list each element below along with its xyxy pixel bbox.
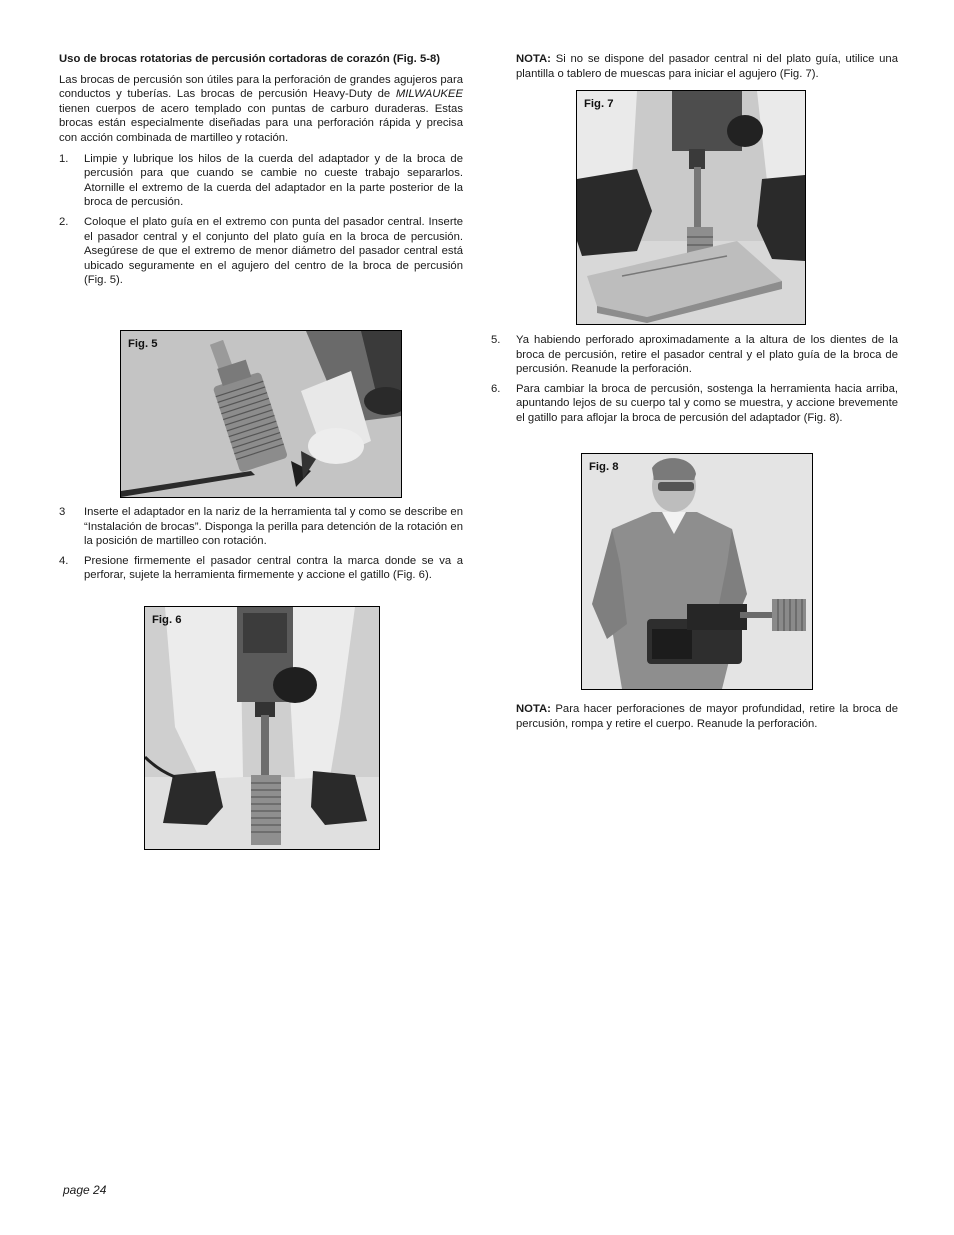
right-column-steps — [491, 333, 898, 431]
left-column-lower — [59, 505, 463, 588]
note-1: NOTA: Si no se dispone del pasador central ni del plato guía, utilice una plantilla o tablero de muescas para iniciar el agujero (Fig. 7). — [516, 53, 898, 80]
figure-5-illustration — [121, 331, 401, 497]
figure-5-label: Fig. 5 — [128, 338, 158, 350]
right-column-bottom — [516, 702, 898, 731]
step-3: 3 Inserte el adaptador en la nariz de la herramienta tal y como se describe en “Instalación de brocas”. Disponga la perilla para detención de la rotación en la posición de martilleo con rotación. — [59, 506, 463, 548]
figure-6 — [144, 606, 380, 850]
figure-8 — [581, 453, 813, 690]
section-heading: Uso de brocas rotatorias de percusión cortadoras de corazón (Fig. 5-8) — [59, 53, 441, 65]
intro-paragraph: Las brocas de percusión son útiles para la perforación de grandes agujeros para conductos y tuberías. Las brocas de percusión Heavy-Duty de MILWAUKEE tienen cuerpos de acero templado con puntas de carburo duraderas. Estas brocas están especialmente diseñadas para una perforación rápida y precisa con acción combinada de martilleo y rotación. — [59, 73, 463, 144]
note-2: NOTA: Para hacer perforaciones de mayor profundidad, retire la broca de percusión, rompa y retire el cuerpo. Reanude la perforación. — [516, 703, 898, 730]
figure-8-label: Fig. 8 — [589, 461, 619, 473]
figure-7-label: Fig. 7 — [584, 98, 614, 110]
figure-6-illustration — [145, 607, 379, 849]
step-5: 5. Ya habiendo perforado aproximadamente a la altura de los dientes de la broca de percusión, retire el pasador central y el plato guía de la broca de percusión. Reanude la perforación. — [491, 334, 898, 376]
page-number: page 24 — [63, 1183, 107, 1197]
step-6: 6. Para cambiar la broca de percusión, sostenga la herramienta hacia arriba, apuntando lejos de su cuerpo tal y como se muestra, y accione brevemente el gatillo para aflojar la broca de percusión del adaptador (Fig. 8). — [491, 382, 898, 424]
figure-8-illustration — [582, 454, 812, 689]
figure-6-label: Fig. 6 — [152, 614, 182, 626]
step-4: 4. Presione firmemente el pasador central contra la marca donde se va a perforar, sujete la herramienta firmemente y accione el gatillo (Fig. 6). — [59, 554, 463, 582]
right-column — [516, 52, 898, 81]
left-column — [59, 52, 463, 293]
brand-name: MILWAUKEE — [395, 88, 463, 101]
figure-7 — [576, 90, 806, 325]
step-1: 1. Limpie y lubrique los hilos de la cuerda del adaptador y de la broca de percusión para que cuando se cambie no cueste trabajo separarlos. Atornille el extremo de la cuerda del adaptador en la parte posterior de la broca de percusión. — [59, 152, 463, 209]
figure-5 — [120, 330, 402, 498]
figure-7-illustration — [577, 91, 805, 324]
step-2: 2. Coloque el plato guía en el extremo con punta del pasador central. Inserte el pasador central y el conjunto del plato guía en la broca de percusión. Asegúrese de que el extremo de menor diámetro del pasador central está ubicado seguramente en el agujero del centro de la broca de percusión (Fig. 5). — [59, 215, 463, 287]
